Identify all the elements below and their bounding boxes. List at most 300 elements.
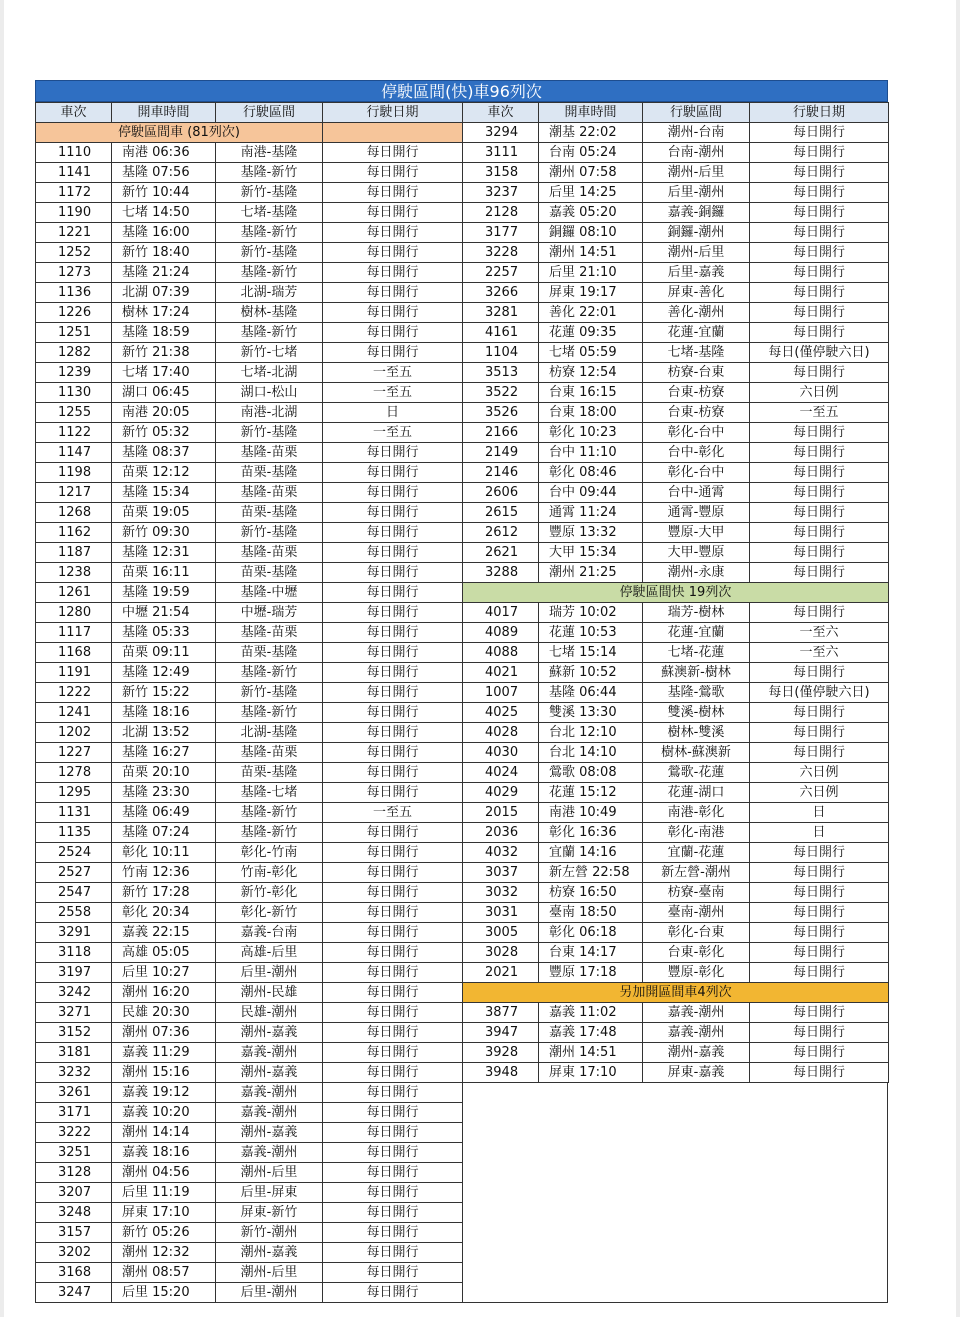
route-cell: 嘉義-潮州 (216, 1103, 323, 1123)
operating-days-cell: 每日開行 (323, 1243, 463, 1263)
depart-time-cell: 苗栗 09:11 (112, 643, 216, 663)
train-no-cell: 3005 (463, 923, 539, 943)
depart-time-cell: 基隆 07:24 (112, 823, 216, 843)
operating-days-cell: 每日開行 (750, 523, 889, 543)
route-cell: 嘉義-銅鑼 (643, 203, 750, 223)
depart-time-cell: 豐原 17:18 (539, 963, 643, 983)
operating-days-cell: 每日開行 (323, 783, 463, 803)
table-row (463, 343, 889, 363)
table-row (463, 503, 889, 523)
header-train-no: 車次 (463, 103, 539, 123)
train-no-cell: 3294 (463, 123, 539, 143)
depart-time-cell: 嘉義 05:20 (539, 203, 643, 223)
depart-time-cell: 彰化 08:46 (539, 463, 643, 483)
train-no-cell: 1251 (36, 323, 112, 343)
operating-days-cell: 每日開行 (323, 303, 463, 323)
depart-time-cell: 善化 22:01 (539, 303, 643, 323)
route-cell: 雙溪-樹林 (643, 703, 750, 723)
table-row (36, 923, 463, 943)
train-no-cell: 4032 (463, 843, 539, 863)
operating-days-cell: 每日開行 (750, 1023, 889, 1043)
operating-days-cell: 每日開行 (323, 1063, 463, 1083)
train-no-cell: 3207 (36, 1183, 112, 1203)
operating-days-cell: 每日(僅停駛六日) (750, 683, 889, 703)
operating-days-cell: 每日開行 (750, 1063, 889, 1083)
depart-time-cell: 彰化 20:34 (112, 903, 216, 923)
table-row (36, 403, 463, 423)
train-no-cell: 3111 (463, 143, 539, 163)
route-cell: 七堵-北湖 (216, 363, 323, 383)
depart-time-cell: 屏東 17:10 (112, 1203, 216, 1223)
train-no-cell: 1282 (36, 343, 112, 363)
route-cell: 后里-潮州 (216, 1283, 323, 1303)
depart-time-cell: 嘉義 22:15 (112, 923, 216, 943)
operating-days-cell: 每日開行 (750, 323, 889, 343)
table-row (463, 663, 889, 683)
depart-time-cell: 嘉義 19:12 (112, 1083, 216, 1103)
train-no-cell: 3197 (36, 963, 112, 983)
table-row (463, 463, 889, 483)
operating-days-cell: 每日開行 (750, 463, 889, 483)
train-no-cell: 1268 (36, 503, 112, 523)
route-cell: 善化-潮州 (643, 303, 750, 323)
section-header-extra (463, 983, 889, 1003)
depart-time-cell: 湖口 06:45 (112, 383, 216, 403)
table-row (463, 1063, 889, 1083)
table-row (36, 363, 463, 383)
operating-days-cell: 每日開行 (750, 123, 889, 143)
table-row (36, 443, 463, 463)
route-cell: 台中-彰化 (643, 443, 750, 463)
route-cell: 彰化-台東 (643, 923, 750, 943)
operating-days-cell: 每日開行 (750, 363, 889, 383)
route-cell: 七堵-花蓮 (643, 643, 750, 663)
train-no-cell: 1104 (463, 343, 539, 363)
depart-time-cell: 基隆 18:59 (112, 323, 216, 343)
depart-time-cell: 台北 12:10 (539, 723, 643, 743)
route-cell: 基隆-苗栗 (216, 543, 323, 563)
depart-time-cell: 台北 14:10 (539, 743, 643, 763)
operating-days-cell: 每日開行 (323, 643, 463, 663)
train-no-cell: 1278 (36, 763, 112, 783)
depart-time-cell: 潮基 22:02 (539, 123, 643, 143)
route-cell: 嘉義-潮州 (643, 1023, 750, 1043)
train-no-cell: 3128 (36, 1163, 112, 1183)
depart-time-cell: 潮州 12:32 (112, 1243, 216, 1263)
route-cell: 大甲-豐原 (643, 543, 750, 563)
depart-time-cell: 彰化 16:36 (539, 823, 643, 843)
table-row (463, 803, 889, 823)
route-cell: 鶯歌-花蓮 (643, 763, 750, 783)
depart-time-cell: 基隆 08:37 (112, 443, 216, 463)
table-row (36, 643, 463, 663)
operating-days-cell: 六日例 (750, 383, 889, 403)
route-cell: 樹林-蘇澳新 (643, 743, 750, 763)
depart-time-cell: 七堵 14:50 (112, 203, 216, 223)
route-cell: 苗栗-基隆 (216, 563, 323, 583)
table-row (36, 743, 463, 763)
table-row (463, 783, 889, 803)
operating-days-cell: 每日開行 (323, 983, 463, 1003)
table-row (36, 823, 463, 843)
operating-days-cell: 每日開行 (323, 223, 463, 243)
depart-time-cell: 新竹 10:44 (112, 183, 216, 203)
train-no-cell: 4161 (463, 323, 539, 343)
operating-days-cell: 每日開行 (750, 863, 889, 883)
depart-time-cell: 苗栗 19:05 (112, 503, 216, 523)
operating-days-cell: 每日開行 (323, 583, 463, 603)
operating-days-cell: 每日開行 (323, 543, 463, 563)
train-no-cell: 1241 (36, 703, 112, 723)
route-cell: 枋寮-臺南 (643, 883, 750, 903)
depart-time-cell: 潮州 16:20 (112, 983, 216, 1003)
route-cell: 屏東-善化 (643, 283, 750, 303)
table-row (463, 323, 889, 343)
operating-days-cell: 每日開行 (750, 663, 889, 683)
route-cell: 新竹-基隆 (216, 683, 323, 703)
operating-days-cell: 每日開行 (750, 423, 889, 443)
depart-time-cell: 新竹 15:22 (112, 683, 216, 703)
route-cell: 枋寮-台東 (643, 363, 750, 383)
table-row (36, 263, 463, 283)
operating-days-cell: 每日開行 (323, 463, 463, 483)
operating-days-cell: 一至五 (323, 423, 463, 443)
operating-days-cell: 每日開行 (323, 823, 463, 843)
table-row (463, 263, 889, 283)
depart-time-cell: 嘉義 11:29 (112, 1043, 216, 1063)
train-no-cell: 2527 (36, 863, 112, 883)
depart-time-cell: 宜蘭 14:16 (539, 843, 643, 863)
section-title-extra: 另加開區間車4列次 (463, 983, 889, 1003)
depart-time-cell: 高雄 05:05 (112, 943, 216, 963)
depart-time-cell: 花蓮 15:12 (539, 783, 643, 803)
train-no-cell: 2524 (36, 843, 112, 863)
route-cell: 新竹-基隆 (216, 243, 323, 263)
route-cell: 嘉義-潮州 (216, 1143, 323, 1163)
depart-time-cell: 南港 06:36 (112, 143, 216, 163)
train-no-cell: 2615 (463, 503, 539, 523)
route-cell: 南港-彰化 (643, 803, 750, 823)
table-row (463, 1023, 889, 1043)
table-row (36, 863, 463, 883)
route-cell: 花蓮-湖口 (643, 783, 750, 803)
table-row (36, 963, 463, 983)
table-row (463, 743, 889, 763)
route-cell: 豐原-大甲 (643, 523, 750, 543)
depart-time-cell: 北湖 07:39 (112, 283, 216, 303)
section-header-fast (463, 583, 889, 603)
route-cell: 基隆-苗栗 (216, 623, 323, 643)
train-no-cell: 3228 (463, 243, 539, 263)
route-cell: 潮州-后里 (216, 1263, 323, 1283)
route-cell: 基隆-新竹 (216, 223, 323, 243)
route-cell: 瑞芳-樹林 (643, 603, 750, 623)
train-no-cell: 1238 (36, 563, 112, 583)
operating-days-cell: 每日開行 (323, 1183, 463, 1203)
route-cell: 嘉義-台南 (216, 923, 323, 943)
right-table (462, 102, 889, 1083)
train-no-cell: 2166 (463, 423, 539, 443)
header-row (36, 103, 463, 123)
route-cell: 新竹-七堵 (216, 343, 323, 363)
operating-days-cell: 每日開行 (323, 563, 463, 583)
route-cell: 后里-屏東 (216, 1183, 323, 1203)
table-row (463, 303, 889, 323)
operating-days-cell: 每日開行 (323, 1043, 463, 1063)
train-no-cell: 1221 (36, 223, 112, 243)
operating-days-cell: 每日開行 (750, 903, 889, 923)
route-cell: 台東-枋寮 (643, 403, 750, 423)
table-row (36, 1043, 463, 1063)
train-no-cell: 1131 (36, 803, 112, 823)
train-no-cell: 3513 (463, 363, 539, 383)
train-no-cell: 1280 (36, 603, 112, 623)
depart-time-cell: 后里 14:25 (539, 183, 643, 203)
route-cell: 台東-彰化 (643, 943, 750, 963)
operating-days-cell: 每日開行 (323, 1103, 463, 1123)
route-cell: 北湖-基隆 (216, 723, 323, 743)
depart-time-cell: 潮州 15:16 (112, 1063, 216, 1083)
train-no-cell: 3168 (36, 1263, 112, 1283)
left-table (35, 102, 463, 1303)
operating-days-cell: 每日開行 (323, 343, 463, 363)
route-cell: 新左營-潮州 (643, 863, 750, 883)
table-row (463, 423, 889, 443)
header-depart-time: 開車時間 (539, 103, 643, 123)
train-no-cell: 2547 (36, 883, 112, 903)
train-no-cell: 1191 (36, 663, 112, 683)
operating-days-cell: 每日開行 (750, 503, 889, 523)
depart-time-cell: 彰化 10:23 (539, 423, 643, 443)
depart-time-cell: 嘉義 11:02 (539, 1003, 643, 1023)
depart-time-cell: 臺南 18:50 (539, 903, 643, 923)
depart-time-cell: 新竹 18:40 (112, 243, 216, 263)
operating-days-cell: 每日開行 (750, 203, 889, 223)
train-no-cell: 3158 (463, 163, 539, 183)
operating-days-cell: 一至六 (750, 623, 889, 643)
train-no-cell: 2606 (463, 483, 539, 503)
depart-time-cell: 雙溪 13:30 (539, 703, 643, 723)
depart-time-cell: 南港 20:05 (112, 403, 216, 423)
depart-time-cell: 潮州 21:25 (539, 563, 643, 583)
operating-days-cell: 每日(僅停駛六日) (750, 343, 889, 363)
train-no-cell: 3222 (36, 1123, 112, 1143)
table-row (36, 783, 463, 803)
operating-days-cell: 每日開行 (750, 1003, 889, 1023)
route-cell: 高雄-后里 (216, 943, 323, 963)
route-cell: 宜蘭-花蓮 (643, 843, 750, 863)
operating-days-cell: 一至六 (750, 643, 889, 663)
header-route: 行駛區間 (643, 103, 750, 123)
operating-days-cell: 每日開行 (750, 743, 889, 763)
train-no-cell: 4025 (463, 703, 539, 723)
depart-time-cell: 竹南 12:36 (112, 863, 216, 883)
route-cell: 屏東-新竹 (216, 1203, 323, 1223)
table-row (36, 343, 463, 363)
route-cell: 七堵-基隆 (643, 343, 750, 363)
depart-time-cell: 基隆 16:00 (112, 223, 216, 243)
route-cell: 台中-通霄 (643, 483, 750, 503)
train-no-cell: 3177 (463, 223, 539, 243)
table-row (463, 603, 889, 623)
train-no-cell: 3271 (36, 1003, 112, 1023)
operating-days-cell: 每日開行 (323, 183, 463, 203)
operating-days-cell: 日 (323, 403, 463, 423)
depart-time-cell: 后里 10:27 (112, 963, 216, 983)
depart-time-cell: 嘉義 17:48 (539, 1023, 643, 1043)
route-cell: 中壢-瑞芳 (216, 603, 323, 623)
operating-days-cell: 每日開行 (323, 603, 463, 623)
table-row (36, 623, 463, 643)
route-cell: 彰化-新竹 (216, 903, 323, 923)
header-operating-days: 行駛日期 (323, 103, 463, 123)
table-row (463, 563, 889, 583)
route-cell: 基隆-七堵 (216, 783, 323, 803)
depart-time-cell: 屏東 19:17 (539, 283, 643, 303)
operating-days-cell: 每日開行 (323, 203, 463, 223)
depart-time-cell: 銅鑼 08:10 (539, 223, 643, 243)
operating-days-cell: 每日開行 (323, 923, 463, 943)
operating-days-cell: 每日開行 (323, 323, 463, 343)
table-row (36, 563, 463, 583)
table-row (36, 763, 463, 783)
depart-time-cell: 七堵 15:14 (539, 643, 643, 663)
route-cell: 基隆-新竹 (216, 263, 323, 283)
train-no-cell: 3181 (36, 1043, 112, 1063)
route-cell: 苗栗-基隆 (216, 463, 323, 483)
train-no-cell: 2621 (463, 543, 539, 563)
operating-days-cell: 每日開行 (323, 623, 463, 643)
train-no-cell: 4024 (463, 763, 539, 783)
depart-time-cell: 台南 05:24 (539, 143, 643, 163)
depart-time-cell: 嘉義 10:20 (112, 1103, 216, 1123)
header-route: 行駛區間 (216, 103, 323, 123)
train-no-cell: 1222 (36, 683, 112, 703)
table-row (36, 1283, 463, 1303)
table-row (36, 543, 463, 563)
operating-days-cell: 日 (750, 803, 889, 823)
route-cell: 潮州-嘉義 (643, 1043, 750, 1063)
route-cell: 民雄-潮州 (216, 1003, 323, 1023)
operating-days-cell: 日 (750, 823, 889, 843)
train-no-cell: 1007 (463, 683, 539, 703)
table-row (36, 883, 463, 903)
depart-time-cell: 基隆 05:33 (112, 623, 216, 643)
depart-time-cell: 基隆 15:34 (112, 483, 216, 503)
operating-days-cell: 每日開行 (323, 663, 463, 683)
depart-time-cell: 瑞芳 10:02 (539, 603, 643, 623)
train-no-cell: 3947 (463, 1023, 539, 1043)
operating-days-cell: 每日開行 (323, 703, 463, 723)
table-row (463, 903, 889, 923)
table-row (463, 863, 889, 883)
depart-time-cell: 基隆 12:49 (112, 663, 216, 683)
route-cell: 后里-嘉義 (643, 263, 750, 283)
route-cell: 苗栗-基隆 (216, 643, 323, 663)
table-row (463, 1003, 889, 1023)
operating-days-cell: 每日開行 (323, 1223, 463, 1243)
table-row (463, 963, 889, 983)
table-row (463, 923, 889, 943)
train-no-cell: 3202 (36, 1243, 112, 1263)
operating-days-cell: 每日開行 (750, 1043, 889, 1063)
operating-days-cell: 每日開行 (750, 143, 889, 163)
operating-days-cell: 每日開行 (323, 243, 463, 263)
timetable-sheet (35, 80, 888, 1303)
section-title-regional: 停駛區間車 (81列次) (36, 123, 323, 143)
table-row (463, 163, 889, 183)
table-row (36, 1183, 463, 1203)
train-no-cell: 3028 (463, 943, 539, 963)
operating-days-cell: 每日開行 (750, 443, 889, 463)
table-row (36, 943, 463, 963)
table-row (463, 523, 889, 543)
route-cell: 后里-潮州 (643, 183, 750, 203)
depart-time-cell: 七堵 05:59 (539, 343, 643, 363)
depart-time-cell: 基隆 16:27 (112, 743, 216, 763)
train-no-cell: 1130 (36, 383, 112, 403)
depart-time-cell: 苗栗 20:10 (112, 763, 216, 783)
route-cell: 台東-枋寮 (643, 383, 750, 403)
depart-time-cell: 新竹 21:38 (112, 343, 216, 363)
operating-days-cell: 每日開行 (750, 543, 889, 563)
depart-time-cell: 后里 15:20 (112, 1283, 216, 1303)
depart-time-cell: 新竹 05:32 (112, 423, 216, 443)
depart-time-cell: 豐原 13:32 (539, 523, 643, 543)
depart-time-cell: 大甲 15:34 (539, 543, 643, 563)
table-row (463, 403, 889, 423)
table-row (36, 1223, 463, 1243)
train-no-cell: 2015 (463, 803, 539, 823)
depart-time-cell: 花蓮 09:35 (539, 323, 643, 343)
route-cell: 潮州-后里 (216, 1163, 323, 1183)
depart-time-cell: 苗栗 16:11 (112, 563, 216, 583)
table-row (36, 503, 463, 523)
route-cell: 北湖-瑞芳 (216, 283, 323, 303)
depart-time-cell: 彰化 10:11 (112, 843, 216, 863)
operating-days-cell: 每日開行 (750, 163, 889, 183)
table-row (36, 423, 463, 443)
depart-time-cell: 新左營 22:58 (539, 863, 643, 883)
route-cell: 南港-基隆 (216, 143, 323, 163)
table-row (463, 883, 889, 903)
operating-days-cell: 每日開行 (323, 883, 463, 903)
operating-days-cell: 每日開行 (750, 883, 889, 903)
table-row (463, 363, 889, 383)
table-columns (35, 102, 888, 1303)
train-no-cell: 2036 (463, 823, 539, 843)
header-operating-days: 行駛日期 (750, 103, 889, 123)
route-cell: 后里-潮州 (216, 963, 323, 983)
depart-time-cell: 后里 11:19 (112, 1183, 216, 1203)
table-row (36, 203, 463, 223)
depart-time-cell: 基隆 23:30 (112, 783, 216, 803)
route-cell: 潮州-台南 (643, 123, 750, 143)
depart-time-cell: 蘇新 10:52 (539, 663, 643, 683)
operating-days-cell: 每日開行 (323, 443, 463, 463)
train-no-cell: 1226 (36, 303, 112, 323)
depart-time-cell: 新竹 17:28 (112, 883, 216, 903)
train-no-cell: 4017 (463, 603, 539, 623)
train-no-cell: 1117 (36, 623, 112, 643)
table-row (36, 603, 463, 623)
operating-days-cell: 一至五 (323, 383, 463, 403)
depart-time-cell: 基隆 06:44 (539, 683, 643, 703)
route-cell: 潮州-后里 (643, 243, 750, 263)
route-cell: 新竹-基隆 (216, 423, 323, 443)
table-row (36, 243, 463, 263)
train-no-cell: 3237 (463, 183, 539, 203)
